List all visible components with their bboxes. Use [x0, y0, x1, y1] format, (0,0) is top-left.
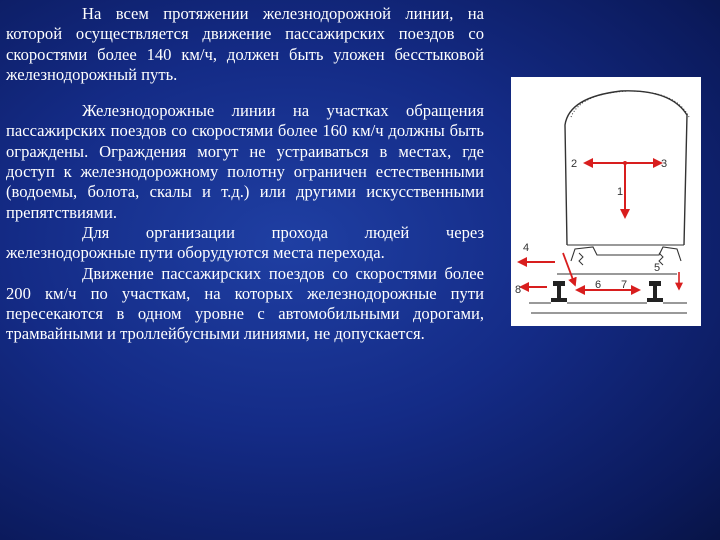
label-7: 7 — [621, 279, 628, 291]
bogie-frame — [571, 247, 681, 261]
paragraph-level-crossings: Движение пассажирских поездов со скоростями более 200 км/ч по участкам, на которых железнодорожные пути пересекаются в одном уровне с автомобильными дорогами, трамвайными и троллейбусными линиями, не допускается. — [6, 263, 484, 344]
left-rail — [551, 281, 567, 302]
track-force-diagram — [511, 77, 701, 326]
label-8: 8 — [515, 284, 522, 296]
label-2: 2 — [571, 158, 578, 170]
right-rail — [647, 281, 663, 302]
label-1: 1 — [617, 186, 624, 198]
label-3: 3 — [661, 158, 668, 170]
label-6: 6 — [595, 279, 602, 291]
car-roof-arc — [571, 91, 689, 117]
force-arrow-5 — [563, 253, 575, 285]
label-4: 4 — [523, 242, 530, 254]
label-5: 5 — [654, 262, 661, 274]
force-origin-point — [623, 161, 627, 165]
paragraph-pedestrian-crossings: Для организации прохода людей через железнодорожные пути оборудуются места перехода. — [6, 222, 484, 263]
text-column — [6, 4, 484, 345]
track-force-diagram-svg — [511, 77, 701, 326]
paragraph-line-fencing: Железнодорожные линии на участках обращения пассажирских поездов со скоростями более 160 км/ч должны быть ограждены. Ограждения могут не устраиваться в местах, где доступ к железнодорожному полотну ограничен естественными (водоемы, болота, скалы и т.д.) или другими искусственными препятствиями. — [6, 101, 484, 222]
paragraph-continuous-welded-rail: На всем протяжении железнодорожной линии, на которой осуществляется движение пассажирских поездов со скоростями более 140 км/ч, должен быть уложен бесстыковой железнодорожный путь. — [6, 4, 484, 84]
paragraph-gap — [6, 85, 484, 101]
